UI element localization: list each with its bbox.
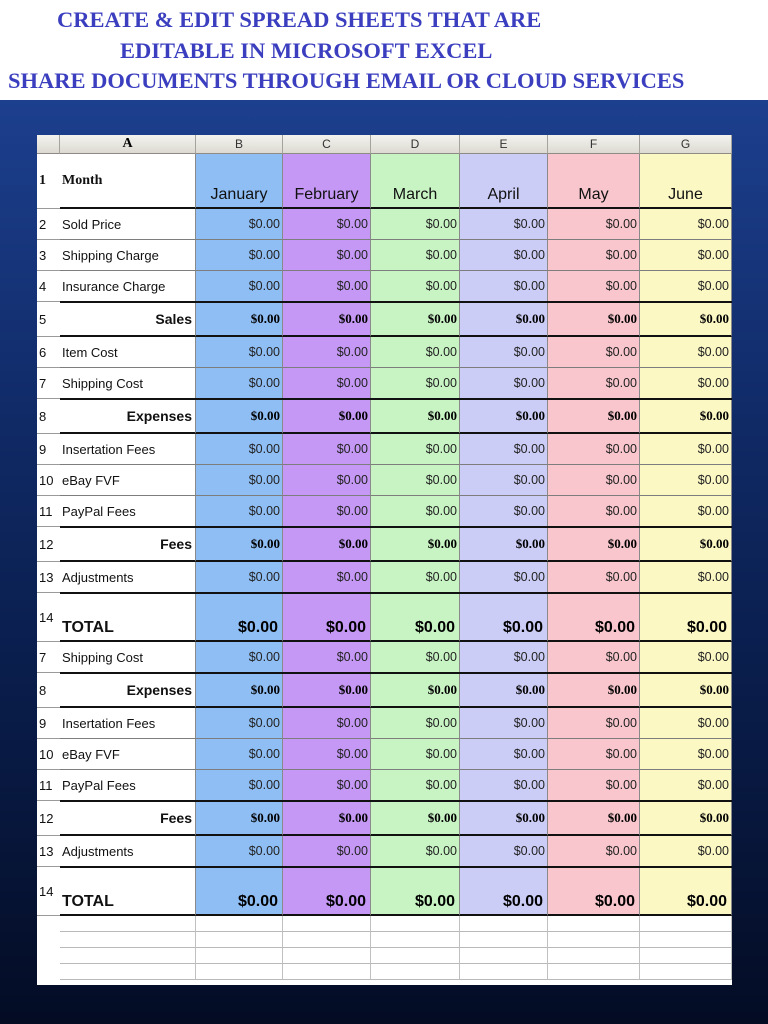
- row-number[interactable]: 10: [37, 739, 60, 770]
- row-label[interactable]: Expenses: [60, 673, 196, 708]
- value-cell[interactable]: $0.00: [548, 770, 640, 801]
- value-cell[interactable]: $0.00: [548, 496, 640, 527]
- empty-cell[interactable]: [640, 916, 732, 932]
- row-label[interactable]: eBay FVF: [60, 739, 196, 770]
- value-cell[interactable]: $0.00: [640, 867, 732, 916]
- value-cell[interactable]: $0.00: [371, 708, 460, 739]
- row-separator-line: [60, 672, 732, 674]
- value-cell[interactable]: $0.00: [460, 562, 548, 593]
- value-cell[interactable]: $0.00: [640, 642, 732, 673]
- empty-cell[interactable]: [196, 932, 283, 948]
- value-cell[interactable]: $0.00: [548, 867, 640, 916]
- value-cell[interactable]: $0.00: [460, 867, 548, 916]
- empty-cell[interactable]: [460, 964, 548, 980]
- value-cell[interactable]: $0.00: [196, 271, 283, 302]
- value-cell[interactable]: $0.00: [460, 337, 548, 368]
- value-cell[interactable]: $0.00: [283, 434, 371, 465]
- value-cell[interactable]: $0.00: [196, 867, 283, 916]
- value-cell[interactable]: $0.00: [640, 836, 732, 867]
- value-cell[interactable]: $0.00: [283, 770, 371, 801]
- value-cell[interactable]: $0.00: [460, 302, 548, 337]
- value-cell[interactable]: $0.00: [196, 240, 283, 271]
- row-separator-line: [60, 398, 732, 400]
- column-header-e[interactable]: E: [460, 135, 548, 154]
- value-cell[interactable]: $0.00: [640, 770, 732, 801]
- value-cell[interactable]: $0.00: [283, 240, 371, 271]
- value-cell[interactable]: $0.00: [196, 562, 283, 593]
- value-cell[interactable]: $0.00: [640, 434, 732, 465]
- value-cell[interactable]: $0.00: [640, 271, 732, 302]
- row-label[interactable]: Shipping Cost: [60, 368, 196, 399]
- value-cell[interactable]: $0.00: [460, 240, 548, 271]
- value-cell[interactable]: $0.00: [371, 271, 460, 302]
- value-cell[interactable]: $0.00: [196, 673, 283, 708]
- value-cell[interactable]: $0.00: [460, 770, 548, 801]
- value-cell[interactable]: $0.00: [196, 368, 283, 399]
- empty-cell[interactable]: [640, 964, 732, 980]
- value-cell[interactable]: $0.00: [196, 465, 283, 496]
- value-cell[interactable]: $0.00: [283, 593, 371, 642]
- value-cell[interactable]: $0.00: [283, 642, 371, 673]
- row-number[interactable]: 14: [37, 867, 60, 916]
- value-cell[interactable]: $0.00: [548, 801, 640, 836]
- value-cell[interactable]: $0.00: [640, 465, 732, 496]
- row-label[interactable]: Month: [60, 154, 196, 209]
- empty-cell[interactable]: [548, 964, 640, 980]
- row-label[interactable]: TOTAL: [60, 593, 196, 642]
- value-cell[interactable]: $0.00: [460, 593, 548, 642]
- value-cell[interactable]: $0.00: [283, 337, 371, 368]
- value-cell[interactable]: $0.00: [548, 240, 640, 271]
- value-cell[interactable]: $0.00: [196, 399, 283, 434]
- value-cell[interactable]: $0.00: [371, 368, 460, 399]
- row-number[interactable]: 9: [37, 434, 60, 465]
- month-header[interactable]: January: [196, 154, 283, 209]
- column-header-c[interactable]: C: [283, 135, 371, 154]
- value-cell[interactable]: $0.00: [283, 801, 371, 836]
- row-separator-line: [60, 592, 732, 594]
- value-cell[interactable]: $0.00: [371, 593, 460, 642]
- value-cell[interactable]: $0.00: [640, 739, 732, 770]
- empty-cell[interactable]: [283, 964, 371, 980]
- empty-row-label[interactable]: [60, 964, 196, 980]
- empty-cell[interactable]: [460, 948, 548, 964]
- value-cell[interactable]: $0.00: [371, 673, 460, 708]
- value-cell[interactable]: $0.00: [640, 302, 732, 337]
- value-cell[interactable]: $0.00: [283, 562, 371, 593]
- value-cell[interactable]: $0.00: [548, 673, 640, 708]
- value-cell[interactable]: $0.00: [460, 434, 548, 465]
- row-label[interactable]: Fees: [60, 527, 196, 562]
- row-label[interactable]: Fees: [60, 801, 196, 836]
- empty-cell[interactable]: [371, 964, 460, 980]
- row-number[interactable]: 7: [37, 642, 60, 673]
- value-cell[interactable]: $0.00: [548, 593, 640, 642]
- value-cell[interactable]: $0.00: [640, 240, 732, 271]
- row-label[interactable]: Insertation Fees: [60, 434, 196, 465]
- value-cell[interactable]: $0.00: [548, 465, 640, 496]
- value-cell[interactable]: $0.00: [283, 496, 371, 527]
- value-cell[interactable]: $0.00: [371, 801, 460, 836]
- row-separator-line: [60, 866, 732, 868]
- value-cell[interactable]: $0.00: [196, 434, 283, 465]
- value-cell[interactable]: $0.00: [371, 302, 460, 337]
- empty-cell[interactable]: [371, 948, 460, 964]
- value-cell[interactable]: $0.00: [283, 739, 371, 770]
- row-separator-line: [60, 800, 732, 802]
- value-cell[interactable]: $0.00: [371, 399, 460, 434]
- value-cell[interactable]: $0.00: [283, 673, 371, 708]
- empty-cell[interactable]: [548, 948, 640, 964]
- value-cell[interactable]: $0.00: [283, 708, 371, 739]
- value-cell[interactable]: $0.00: [640, 496, 732, 527]
- value-cell[interactable]: $0.00: [640, 527, 732, 562]
- value-cell[interactable]: $0.00: [460, 271, 548, 302]
- empty-cell[interactable]: [640, 932, 732, 948]
- row-label[interactable]: PayPal Fees: [60, 770, 196, 801]
- value-cell[interactable]: $0.00: [548, 836, 640, 867]
- value-cell[interactable]: $0.00: [548, 337, 640, 368]
- value-cell[interactable]: $0.00: [283, 465, 371, 496]
- value-cell[interactable]: $0.00: [283, 527, 371, 562]
- value-cell[interactable]: $0.00: [548, 562, 640, 593]
- value-cell[interactable]: $0.00: [196, 302, 283, 337]
- value-cell[interactable]: $0.00: [371, 642, 460, 673]
- empty-cell[interactable]: [196, 964, 283, 980]
- value-cell[interactable]: $0.00: [283, 867, 371, 916]
- value-cell[interactable]: $0.00: [640, 801, 732, 836]
- row-separator-line: [60, 526, 732, 528]
- value-cell[interactable]: $0.00: [371, 527, 460, 562]
- empty-cell[interactable]: [283, 916, 371, 932]
- value-cell[interactable]: $0.00: [283, 271, 371, 302]
- row-label[interactable]: TOTAL: [60, 867, 196, 916]
- empty-cell[interactable]: [283, 948, 371, 964]
- column-header-d[interactable]: D: [371, 135, 460, 154]
- value-cell[interactable]: $0.00: [548, 527, 640, 562]
- value-cell[interactable]: $0.00: [196, 593, 283, 642]
- value-cell[interactable]: $0.00: [548, 708, 640, 739]
- column-header-g[interactable]: G: [640, 135, 732, 154]
- empty-cell[interactable]: [548, 932, 640, 948]
- column-header-a[interactable]: A: [60, 135, 196, 154]
- value-cell[interactable]: $0.00: [548, 271, 640, 302]
- row-number[interactable]: 8: [37, 673, 60, 708]
- row-number[interactable]: 13: [37, 836, 60, 867]
- value-cell[interactable]: $0.00: [460, 465, 548, 496]
- value-cell[interactable]: $0.00: [460, 496, 548, 527]
- month-header[interactable]: April: [460, 154, 548, 209]
- row-number[interactable]: 13: [37, 562, 60, 593]
- value-cell[interactable]: $0.00: [371, 496, 460, 527]
- value-cell[interactable]: $0.00: [196, 708, 283, 739]
- value-cell[interactable]: $0.00: [460, 642, 548, 673]
- row-separator-line: [60, 301, 732, 303]
- value-cell[interactable]: $0.00: [196, 527, 283, 562]
- value-cell[interactable]: $0.00: [371, 562, 460, 593]
- row-label[interactable]: Sales: [60, 302, 196, 337]
- value-cell[interactable]: $0.00: [640, 209, 732, 240]
- value-cell[interactable]: $0.00: [548, 642, 640, 673]
- empty-row-label[interactable]: [60, 932, 196, 948]
- value-cell[interactable]: $0.00: [371, 836, 460, 867]
- row-label[interactable]: Sold Price: [60, 209, 196, 240]
- value-cell[interactable]: $0.00: [548, 209, 640, 240]
- value-cell[interactable]: $0.00: [371, 867, 460, 916]
- row-number[interactable]: 1: [37, 154, 60, 209]
- column-header-f[interactable]: F: [548, 135, 640, 154]
- headline-banner: [0, 0, 768, 100]
- row-label[interactable]: Expenses: [60, 399, 196, 434]
- value-cell[interactable]: $0.00: [460, 801, 548, 836]
- row-label[interactable]: Shipping Cost: [60, 642, 196, 673]
- empty-cell[interactable]: [371, 916, 460, 932]
- row-label[interactable]: Adjustments: [60, 836, 196, 867]
- row-label[interactable]: Adjustments: [60, 562, 196, 593]
- row-number[interactable]: 4: [37, 271, 60, 302]
- row-number[interactable]: 8: [37, 399, 60, 434]
- value-cell[interactable]: $0.00: [283, 836, 371, 867]
- row-label[interactable]: Item Cost: [60, 337, 196, 368]
- value-cell[interactable]: $0.00: [371, 465, 460, 496]
- row-number[interactable]: 6: [37, 337, 60, 368]
- value-cell[interactable]: $0.00: [371, 434, 460, 465]
- value-cell[interactable]: $0.00: [460, 368, 548, 399]
- month-header[interactable]: March: [371, 154, 460, 209]
- value-cell[interactable]: $0.00: [640, 368, 732, 399]
- value-cell[interactable]: $0.00: [460, 836, 548, 867]
- value-cell[interactable]: $0.00: [283, 368, 371, 399]
- row-number[interactable]: 11: [37, 496, 60, 527]
- row-number[interactable]: 9: [37, 708, 60, 739]
- value-cell[interactable]: $0.00: [460, 527, 548, 562]
- row-label[interactable]: eBay FVF: [60, 465, 196, 496]
- month-header[interactable]: June: [640, 154, 732, 209]
- spreadsheet-grid[interactable]: [37, 135, 732, 985]
- headline-line-2: EDITABLE IN MICROSOFT EXCEL: [120, 38, 493, 63]
- row-number[interactable]: 2: [37, 209, 60, 240]
- row-label[interactable]: Insurance Charge: [60, 271, 196, 302]
- month-header[interactable]: February: [283, 154, 371, 209]
- row-number[interactable]: 12: [37, 801, 60, 836]
- value-cell[interactable]: $0.00: [640, 593, 732, 642]
- row-number[interactable]: 5: [37, 302, 60, 337]
- value-cell[interactable]: $0.00: [640, 673, 732, 708]
- value-cell[interactable]: $0.00: [371, 337, 460, 368]
- value-cell[interactable]: $0.00: [460, 399, 548, 434]
- value-cell[interactable]: $0.00: [548, 739, 640, 770]
- empty-row-label[interactable]: [60, 948, 196, 964]
- column-header-b[interactable]: B: [196, 135, 283, 154]
- value-cell[interactable]: $0.00: [371, 739, 460, 770]
- value-cell[interactable]: $0.00: [283, 209, 371, 240]
- value-cell[interactable]: $0.00: [196, 801, 283, 836]
- row-number[interactable]: 3: [37, 240, 60, 271]
- row-number[interactable]: 7: [37, 368, 60, 399]
- value-cell[interactable]: $0.00: [196, 496, 283, 527]
- headline-line-3: SHARE DOCUMENTS THROUGH EMAIL OR CLOUD SERVICES: [8, 68, 685, 93]
- value-cell[interactable]: $0.00: [460, 739, 548, 770]
- value-cell[interactable]: $0.00: [548, 434, 640, 465]
- value-cell[interactable]: $0.00: [640, 562, 732, 593]
- month-header[interactable]: May: [548, 154, 640, 209]
- row-label[interactable]: PayPal Fees: [60, 496, 196, 527]
- row-number[interactable]: 14: [37, 593, 60, 642]
- value-cell[interactable]: $0.00: [548, 399, 640, 434]
- value-cell[interactable]: $0.00: [640, 708, 732, 739]
- value-cell[interactable]: $0.00: [460, 708, 548, 739]
- value-cell[interactable]: $0.00: [196, 836, 283, 867]
- value-cell[interactable]: $0.00: [196, 642, 283, 673]
- empty-cell[interactable]: [371, 932, 460, 948]
- value-cell[interactable]: $0.00: [640, 337, 732, 368]
- value-cell[interactable]: $0.00: [548, 368, 640, 399]
- value-cell[interactable]: $0.00: [196, 209, 283, 240]
- value-cell[interactable]: $0.00: [460, 673, 548, 708]
- empty-cell[interactable]: [460, 916, 548, 932]
- empty-row-label[interactable]: [60, 916, 196, 932]
- value-cell[interactable]: $0.00: [640, 399, 732, 434]
- value-cell[interactable]: $0.00: [548, 302, 640, 337]
- empty-cell[interactable]: [196, 916, 283, 932]
- value-cell[interactable]: $0.00: [283, 302, 371, 337]
- empty-cell[interactable]: [460, 932, 548, 948]
- value-cell[interactable]: $0.00: [196, 739, 283, 770]
- row-label[interactable]: Insertation Fees: [60, 708, 196, 739]
- value-cell[interactable]: $0.00: [460, 209, 548, 240]
- select-all-corner[interactable]: [37, 135, 60, 154]
- row-number[interactable]: 10: [37, 465, 60, 496]
- row-number[interactable]: 11: [37, 770, 60, 801]
- value-cell[interactable]: $0.00: [371, 240, 460, 271]
- value-cell[interactable]: $0.00: [371, 209, 460, 240]
- empty-cell[interactable]: [196, 948, 283, 964]
- empty-cell[interactable]: [283, 932, 371, 948]
- value-cell[interactable]: $0.00: [283, 399, 371, 434]
- value-cell[interactable]: $0.00: [196, 770, 283, 801]
- headline-line-1: CREATE & EDIT SPREAD SHEETS THAT ARE: [57, 7, 542, 32]
- value-cell[interactable]: $0.00: [196, 337, 283, 368]
- empty-cell[interactable]: [548, 916, 640, 932]
- row-label[interactable]: Shipping Charge: [60, 240, 196, 271]
- value-cell[interactable]: $0.00: [371, 770, 460, 801]
- empty-cell[interactable]: [640, 948, 732, 964]
- row-number[interactable]: 12: [37, 527, 60, 562]
